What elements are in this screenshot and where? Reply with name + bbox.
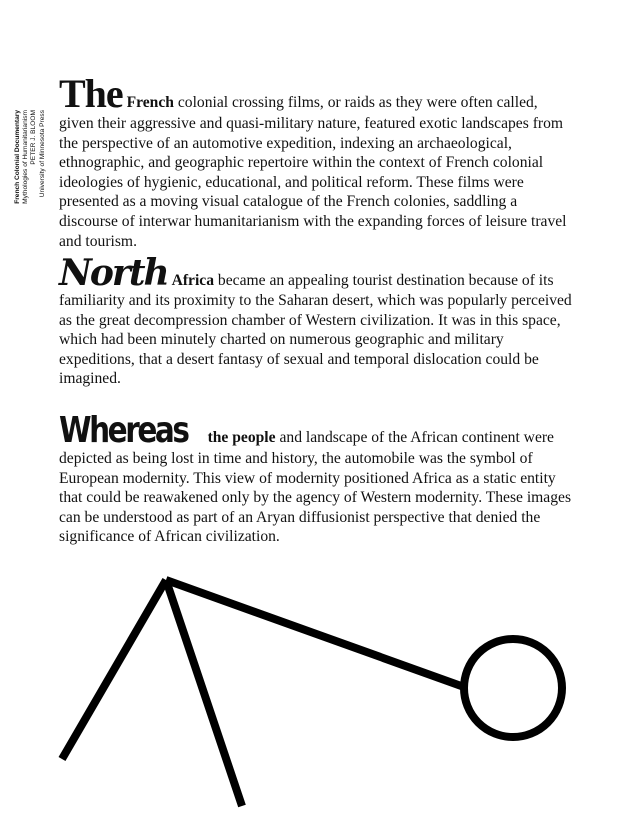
book-title: French Colonial Documentary	[14, 110, 21, 204]
paragraph-1	[59, 71, 574, 251]
figure-head-circle	[464, 639, 562, 737]
book-author: PETER J. BLOOM	[30, 110, 38, 165]
paragraph-3	[59, 410, 574, 547]
figure-arm	[166, 580, 464, 687]
book-publisher: University of Minnesota Press	[38, 110, 46, 198]
paragraph-2-text: became an appealing tourist destination because of its familiarity and its proximity to the Saharan desert, which was popularly perceived as the great decompression chamber of Western civilization. It was in this space, which had been minutely charted on numerous geographic and military expeditions, that a desert fantasy of sexual and temporal dislocation could be imagined.	[59, 272, 572, 388]
lead-word-africa: Africa	[171, 272, 215, 289]
book-subtitle: Mythologies of Humanitarianism	[22, 110, 30, 204]
figure-left-leg	[62, 580, 166, 759]
lead-word-french: French	[126, 94, 174, 111]
line-figure-illustration	[0, 560, 624, 835]
drop-word-the: The	[59, 71, 123, 116]
paragraph-2	[59, 252, 574, 389]
paragraph-1-text: colonial crossing films, or raids as they were often called, given their aggressive and quasi-military nature, featured exotic landscapes from the perspective of an automotive expedition, indexing an archaeological, ethnographic, and geographic repertoire within the context of French colonial ideologies of hygienic, educational, and political reform. These films were presented as a moving visual catalogue of the French colonies, saddling a discourse of interwar humanitarianism with the expanding forces of leisure travel and tourism.	[59, 94, 567, 250]
drop-word-whereas: Whereas	[59, 410, 188, 451]
drop-word-north: North	[59, 252, 168, 294]
lead-word-the-people: the people	[207, 429, 276, 446]
paragraph-3-text: and landscape of the African continent were depicted as being lost in time and history, the automobile was the symbol of European modernity. This view of modernity positioned Africa as a static entity that could be reawakened only by the agency of Western modernity. These images can be understood as part of an Aryan diffusionist perspective that denied the significance of African civilization.	[59, 429, 572, 546]
figure-right-leg	[166, 580, 242, 806]
